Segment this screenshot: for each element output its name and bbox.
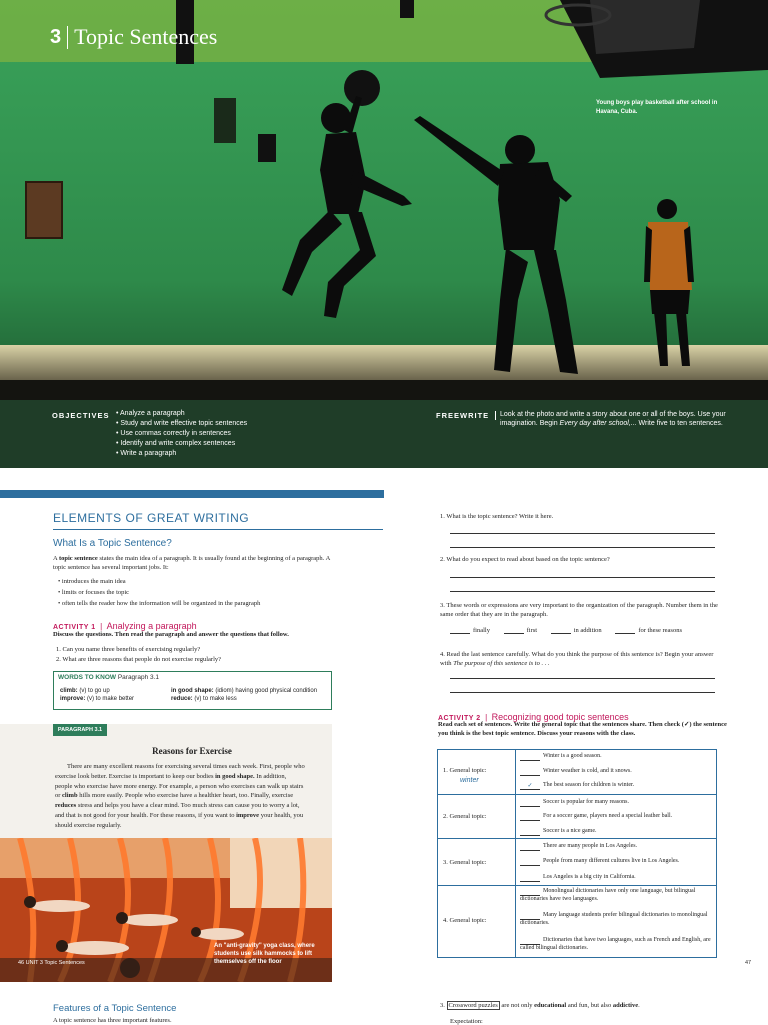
- freewrite-label: FREEWRITE: [436, 411, 496, 420]
- option: Winter is a good season.: [520, 753, 712, 761]
- activity-label: ACTIVITY 2: [438, 715, 481, 722]
- words-to-know-title: WORDS TO KNOW Paragraph 3.1: [58, 674, 160, 681]
- paragraph-body: There are many excellent reasons for exercising several times each week. First, people who exercise look better. Exercise is important to keep our bodies in good shape. In addition, people who exercise have more energy. For example, a person who exercises can walk up stairs or climb hills more easily. People who exercise have a healthier heart, too. Finally, exercise reduces stress and helps you have a clear mind. Too much stress can cause you to worry a lot, and that is not good for your health. For these reasons, if you want to improve your health, you should exercise regularly.: [55, 763, 305, 829]
- option: Soccer is a nice game.: [520, 828, 712, 836]
- question: 1. Can you name three benefits of exercising regularly?: [56, 646, 201, 653]
- answer-line[interactable]: [450, 547, 715, 548]
- answer-line[interactable]: [450, 577, 715, 578]
- expectation-label: Expectation:: [450, 1018, 483, 1025]
- option-checked: ✓ The best season for children is winter.: [520, 782, 712, 790]
- objective-item: • Use commas correctly in sentences: [116, 429, 247, 439]
- section-heading: ELEMENTS OF GREAT WRITING: [53, 511, 250, 525]
- question-1: 1. What is the topic sentence? Write it here.: [440, 513, 554, 520]
- table-row: [438, 794, 716, 839]
- chapter-number: 3: [50, 26, 68, 49]
- objective-item: • Study and write effective topic sentences: [116, 419, 247, 429]
- objectives-label: OBJECTIVES: [52, 411, 110, 420]
- features-text: A topic sentence has three important features.: [53, 1017, 172, 1024]
- option: Soccer is popular for many reasons.: [520, 799, 712, 807]
- question: 2. What are three reasons that people do not exercise regularly?: [56, 656, 222, 663]
- list-item: • often tells the reader how the information will be organized in the paragraph: [58, 598, 260, 609]
- paragraph-tag: PARAGRAPH 3.1: [53, 724, 107, 736]
- general-topic-label: 3. General topic:: [443, 859, 487, 866]
- number-blank[interactable]: [615, 627, 635, 634]
- objective-item: • Analyze a paragraph: [116, 409, 247, 419]
- basketball-photo-illustration: [0, 0, 768, 400]
- chapter-heading: [50, 24, 217, 50]
- activity-title: Recognizing good topic sentences: [491, 712, 629, 722]
- page-footer-left: 46 UNIT 3 Topic Sentences: [18, 960, 85, 966]
- chapter-title: Topic Sentences: [74, 24, 218, 49]
- list-item: • limits or focuses the topic: [58, 587, 260, 598]
- chapter-opener-photo: [0, 0, 768, 400]
- general-topic-label: 2. General topic:: [443, 813, 487, 820]
- table-row: [438, 750, 716, 794]
- question-3-bottom: 3. Crossword puzzles are not only educational and fun, but also addictive.: [440, 1002, 640, 1009]
- page-number-47: 47: [745, 960, 752, 966]
- topic-sentence-table: [437, 749, 717, 958]
- activity-2-instructions: Read each set of sentences. Write the general topic that the sentences share. Then check (✓) the sentence you think is the best topic sentence. Discuss your reasons with the class.: [438, 721, 727, 737]
- words-to-know-col-1: climb: (v) to go up improve: (v) to make better: [60, 688, 135, 702]
- activity-title: Analyzing a paragraph: [106, 621, 197, 631]
- answer-line[interactable]: [450, 678, 715, 679]
- option: Dictionaries that have two languages, such as French and English, are called bilingual dictionaries.: [520, 937, 711, 951]
- table-row: [438, 838, 716, 886]
- page-number-44: 44: [18, 470, 25, 476]
- paragraph-title: Reasons for Exercise: [152, 746, 232, 756]
- heading-rule: [53, 529, 383, 530]
- activity-1-instructions: Discuss the questions. Then read the paragraph and answer the questions that follow.: [53, 631, 289, 638]
- list-item: • introduces the main idea: [58, 576, 260, 587]
- activity-1-heading: ACTIVITY 1 | Analyzing a paragraph: [53, 621, 197, 631]
- question-3: 3. These words or expressions are very important to the organization of the paragraph. Number them in the same order that they are in the paragraph.: [440, 602, 718, 618]
- general-topic-answer[interactable]: winter: [460, 777, 479, 784]
- ordering-terms: finally first in addition for these reasons: [450, 627, 682, 634]
- option: Los Angeles is a big city in California.: [520, 874, 712, 882]
- option: For a soccer game, players need a special leather ball.: [520, 813, 712, 821]
- option: Monolingual dictionaries have only one language, but bilingual dictionaries have two languages.: [520, 888, 696, 902]
- topic-sentence-jobs: [58, 576, 260, 609]
- activity-2-heading: ACTIVITY 2 | Recognizing good topic sentences: [438, 712, 629, 722]
- option: There are many people in Los Angeles.: [520, 843, 712, 851]
- option: People from many different cultures live in Los Angeles.: [520, 858, 712, 866]
- yoga-caption: An "anti-gravity" yoga class, where students use silk hammocks to lift themselves off the floor: [214, 943, 315, 965]
- answer-line[interactable]: [450, 591, 715, 592]
- general-topic-label: 4. General topic:: [443, 917, 487, 924]
- option: Many language students prefer bilingual dictionaries to monolingual dictionaries.: [520, 912, 708, 926]
- number-blank[interactable]: [551, 627, 571, 634]
- intro-paragraph: A topic sentence states the main idea of a paragraph. It is usually found at the beginning of a paragraph. A topic sentence has several important jobs. It:: [53, 555, 330, 571]
- objectives-list: [116, 409, 247, 459]
- check-mark-icon[interactable]: ✓: [520, 783, 540, 790]
- answer-line[interactable]: [450, 533, 715, 534]
- freewrite-text: Look at the photo and write a story about one or all of the boys. Use your imagination. Begin Every day after school,... Write five to ten sentences.: [500, 411, 726, 427]
- objective-item: • Identify and write complex sentences: [116, 439, 247, 449]
- activity-1-questions: [56, 645, 221, 665]
- objective-item: • Write a paragraph: [116, 449, 247, 459]
- general-topic-label: 1. General topic:: [443, 767, 487, 774]
- page-top-bar: [0, 490, 384, 498]
- right-page-questions: [440, 512, 730, 521]
- words-to-know-col-2: in good shape: (idiom) having good physical condition reduce: (v) to make less: [171, 688, 318, 702]
- answer-line[interactable]: [450, 692, 715, 693]
- question-2: 2. What do you expect to read about based on the topic sentence?: [440, 556, 610, 563]
- option: Winter weather is cold, and it snows.: [520, 768, 712, 776]
- subheading: What Is a Topic Sentence?: [53, 538, 172, 549]
- table-row: [438, 885, 716, 958]
- features-heading: Features of a Topic Sentence: [53, 1003, 177, 1014]
- photo-caption: Young boys play basketball after school in Havana, Cuba.: [596, 100, 718, 115]
- page-number-45: 45: [745, 470, 752, 476]
- number-blank[interactable]: [450, 627, 470, 634]
- question-4: 4. Read the last sentence carefully. What do you think the purpose of this sentence is? Begin your answer with The purpose of this sentence is to . . .: [440, 651, 714, 667]
- number-blank[interactable]: [504, 627, 524, 634]
- activity-label: ACTIVITY 1: [53, 624, 96, 631]
